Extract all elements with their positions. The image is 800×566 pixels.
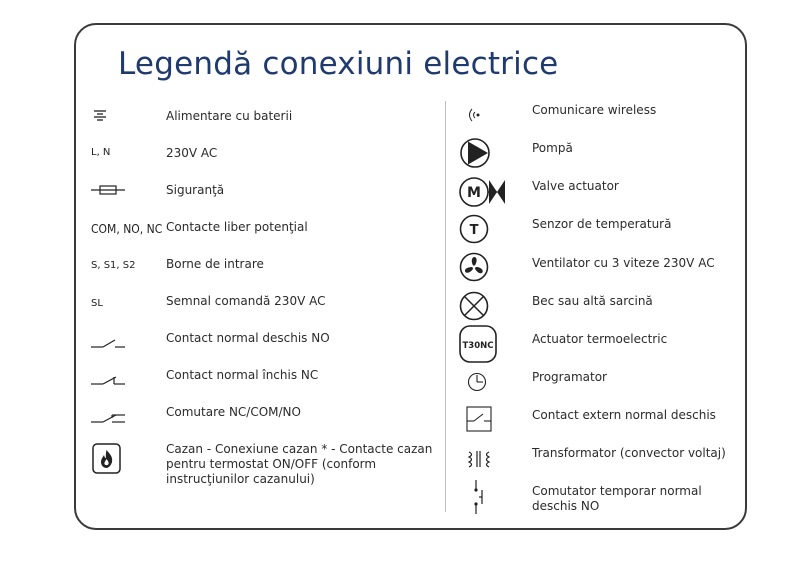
wireless-icon: [466, 106, 482, 124]
legend-label-nc-contact: Contact normal închis NC: [166, 368, 319, 382]
legend-label-fan: Ventilator cu 3 viteze 230V AC: [532, 256, 715, 270]
code-com-no-nc: COM, NO, NC: [91, 222, 163, 236]
code-s-s1-s2: S, S1, S2: [91, 260, 136, 271]
boiler-flame-icon: [92, 443, 121, 474]
legend-label-control-signal: Semnal comandă 230V AC: [166, 294, 326, 308]
valve-actuator-icon: [459, 176, 507, 208]
legend-label-boiler: Cazan - Conexiune cazan * - Contacte cazan pentru termostat ON/OFF (conform instrucţiunilor cazanului): [166, 442, 433, 486]
timer-icon: [467, 372, 487, 392]
legend-label-battery: Alimentare cu baterii: [166, 109, 293, 123]
legend-label-pump: Pompă: [532, 141, 573, 155]
legend-label-lamp-load: Bec sau altă sarcină: [532, 294, 653, 308]
normally-closed-contact-icon: [90, 374, 126, 388]
pump-icon: [459, 137, 491, 169]
transformer-icon: [467, 449, 491, 469]
legend-label-input-terminals: Borne de intrare: [166, 257, 264, 271]
legend-label-temperature-sensor: Senzor de temperatură: [532, 217, 672, 231]
legend-label-thermoelectric-actuator: Actuator termoelectric: [532, 332, 668, 346]
legend-label-external-contact: Contact extern normal deschis: [532, 408, 716, 422]
legend-label-valve-actuator: Valve actuator: [532, 179, 619, 193]
temperature-sensor-icon: [459, 214, 489, 244]
temperature-sensor-letter: T: [469, 223, 479, 238]
column-divider: [445, 101, 446, 512]
normally-open-contact-icon: [90, 337, 126, 351]
legend-label-momentary-switch: Comutator temporar normal deschis NO: [532, 484, 702, 513]
code-sl: SL: [91, 298, 103, 309]
legend-label-changeover: Comutare NC/COM/NO: [166, 405, 301, 419]
code-l-n: L, N: [91, 147, 111, 158]
legend-label-no-contact: Contact normal deschis NO: [166, 331, 330, 345]
legend-label-potential-free-contacts: Contacte liber potenţial: [166, 220, 308, 234]
valve-actuator-letter: M: [467, 185, 481, 201]
thermoelectric-actuator-icon: [459, 325, 497, 363]
page-title: Legendă conexiuni electrice: [118, 46, 559, 82]
legend-label-230v-ac: 230V AC: [166, 146, 218, 160]
legend-label-wireless: Comunicare wireless: [532, 103, 657, 117]
fuse-icon: [90, 183, 126, 197]
fan-icon: [459, 252, 489, 282]
thermoelectric-actuator-text: T30NC: [462, 341, 494, 351]
battery-icon: [90, 108, 110, 124]
changeover-contact-icon: [90, 411, 126, 427]
legend-label-timer: Programator: [532, 370, 607, 384]
momentary-switch-icon: [468, 479, 486, 515]
lamp-load-icon: [459, 291, 489, 321]
legend-label-transformer: Transformator (convector voltaj): [532, 446, 726, 460]
external-contact-icon: [466, 406, 492, 432]
legend-label-fuse: Siguranţă: [166, 183, 225, 197]
